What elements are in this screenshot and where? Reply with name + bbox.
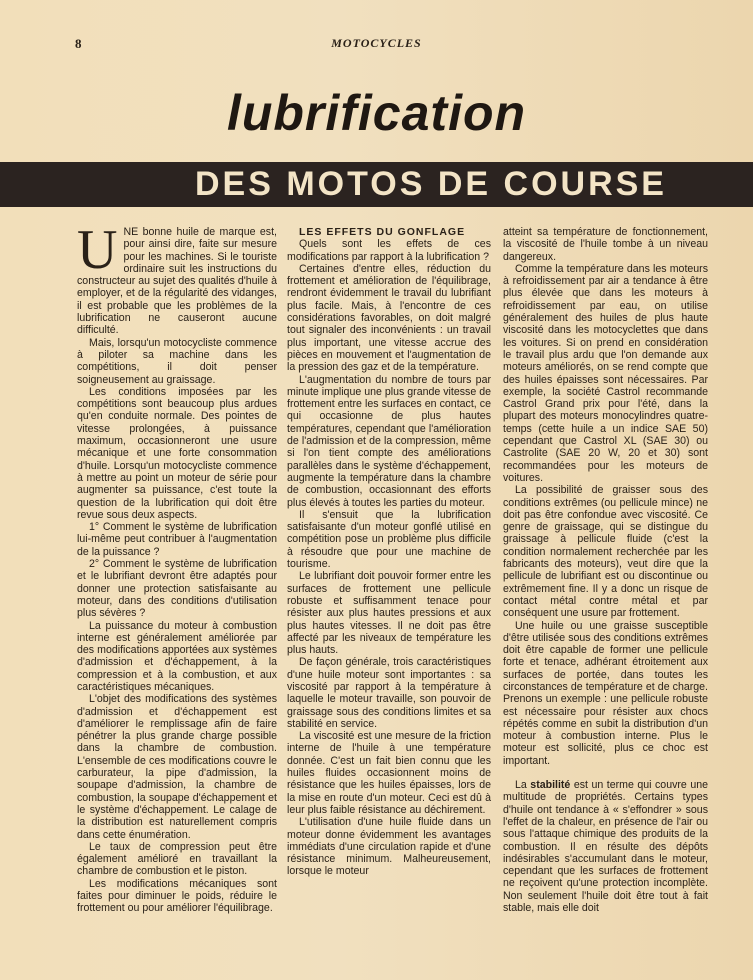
paragraph: L'augmentation du nombre de tours par minute implique une plus grande vitesse de frottement entre les surfaces en contact, ce qui occasionne de plus hautes températures, cependant que l'amélioration de l'admission et de la compression, même si l'on tient compte des améliorations parallèles dans le système d'échappement, augmente la température dans la chambre de combustion, occasionnant des efforts plus élevés à toutes les parties du moteur. <box>287 373 491 509</box>
paragraph: Comme la température dans les moteurs à refroidissement par air a tendance à être plus élevée que dans les moteurs à refroidissement par eau, on utilise généralement des huiles de plus haute viscosité dans les motocyclettes que dans les voitures. Si on prend en considération le travail plus ardu que l'on demande aux moteurs améliorés, on se rend compte que des huiles épaisses sont nécessaires. Par exemple, la société Castrol recommande Castrol Grand prix pour l'été, dans la plupart des moteurs monocylindres quatre-temps (cette huile a un indice SAE 50) cependant que Castrol XL (SAE 30) ou Castrolite (SAE 20 W, 20 et 30) sont recommandées pour les moteurs de voitures. <box>503 262 708 484</box>
page-number: 8 <box>75 36 82 51</box>
running-title: MOTOCYCLES <box>331 36 422 50</box>
paragraph: Les modifications mécaniques sont faites pour diminuer le poids, réduire le frottement ou pour améliorer l'équilibrage. <box>77 877 277 915</box>
text-run: est un terme qui couvre une multitude de propriétés. Certains types d'huile ont tendance à « s'effondrer » sous l'effet de la chaleur, en présence de l'air ou sous l'attaque chimique des produits de la combustion. Il en résulte des dépôts indésirables s'accumulant dans le moteur, cependant que les surfaces de frottement ne reçoivent qu'une protection incomplète. Non seulement l'huile doit être tout à fait stable, mais elle doit <box>503 779 708 915</box>
paragraph: L'objet des modifications des systèmes d'admission et d'échappement est d'améliorer le remplissage afin de faire pénétrer la plus grande charge possible dans la chambre de combustion. L'ensemble de ces modifications couvre le carburateur, la pipe d'admission, la soupape d'admission, la chambre de combustion, la soupape d'échappement et le système d'échappement. Le calage de la distribution est naturellement compris dans cette énumération. <box>77 693 277 841</box>
paragraph: Une huile ou une graisse susceptible d'être utilisée sous des conditions extrêmes doit être capable de former une pellicule forte et tenace, adhérant étroitement aux surfaces de portée, dans toutes les circonstances de température et de charge. Prenons un exemple : une pellicule robuste est nécessaire pour résister aux chocs répétés comme en subit la distribution d'un moteur à combustion interne. Plus le moteur est sollicité, plus ce choc est important. <box>503 619 708 767</box>
paragraph: L'utilisation d'une huile fluide dans un moteur donne évidemment les avantages immédiats d'une circulation rapide et d'une résistance minimum. Malheureusement, lorsque le moteur <box>287 816 491 878</box>
section-heading: LES EFFETS DU GONFLAGE <box>299 226 466 238</box>
paragraph: De façon générale, trois caractéristiques d'une huile moteur sont importantes : sa viscosité par rapport à la température à laquelle le moteur travaille, son pouvoir de graissage sous des conditions limites et sa stabilité en service. <box>287 656 491 730</box>
paragraph: Le taux de compression peut être également amélioré en travaillant la chambre de combustion et le piston. <box>77 840 277 878</box>
column-1 <box>77 219 277 915</box>
paragraph-gap <box>503 767 708 779</box>
paragraph: La viscosité est une mesure de la friction interne de l'huile à une température donnée. C'est un fait bien connu que les huiles fluides occasionnent moins de résistance que les huiles épaisses, lors de la mise en route d'un moteur. Ceci est dû à leur plus faible résistance au déchirement. <box>287 730 491 816</box>
article-title: lubrification <box>226 85 527 141</box>
paragraph: Quels sont les effets de ces modifications par rapport à la lubrification ? <box>287 238 491 263</box>
text-run: La <box>515 779 531 792</box>
paragraph: La puissance du moteur à combustion interne est généralement améliorée par des modifications apportées aux systèmes d'admission et d'échappement, à la compression et à la combustion, et aux caractéristiques mécaniques. <box>77 619 277 693</box>
column-3 <box>503 226 708 914</box>
paragraph: La possibilité de graisser sous des conditions extrêmes (ou pellicule mince) ne doit pas être confondue avec viscosité. Ce genre de graissage, qui se distingue du graissage à pellicule fluide (c'est la condition normalement recherchée par les fabricants des moteurs), veut dire que la pellicule de lubrifiant est ou discontinue ou extrêmement fine. Il y a donc un risque de contact métal contre métal et par conséquent une usure par frottement. <box>503 484 708 620</box>
article-subtitle: DES MOTOS DE COURSE <box>195 165 667 203</box>
paragraph: Certaines d'entre elles, réduction du frottement et amélioration de l'équilibrage, rendront évidemment le travail du lubrifiant plus facile. Mais, à l'encontre de ces considérations favorables, on doit malgré tout signaler des inconvénients : un travail plus important, une vitesse accrue des pièces en mouvement et l'augmentation de la pression des gaz et de la température. <box>287 262 491 374</box>
paragraph: NE bonne huile de marque est, pour ainsi dire, faite sur mesure pour les machines. Si le touriste ordinaire suit les instructions du constructeur au sujet des qualités d'huile à employer, et de la régularité des vidanges, il est probable que les problèmes de la lubrification ne causeront aucune difficulté. <box>77 226 277 337</box>
paragraph: 1° Comment le système de lubrification lui-même peut contribuer à l'augmentation de la puissance ? <box>77 521 277 558</box>
column-2 <box>287 226 491 878</box>
paragraph: Mais, lorsqu'un motocycliste commence à piloter sa machine dans les compétitions, il doit penser soigneusement au graissage. <box>77 336 277 386</box>
paragraph: 2° Comment le système de lubrification et le lubrifiant devront être adaptés pour donner une protection satisfaisante au moteur, dans des conditions d'utilisation plus sévères ? <box>77 558 277 620</box>
paragraph: Il s'ensuit que la lubrification satisfaisante d'un moteur gonflé utilisé en compétition pose un problème plus difficile à résoudre que pour une machine de tourisme. <box>287 508 491 571</box>
paragraph: atteint sa température de fonctionnement, la viscosité de l'huile tombe à un niveau dangereux. <box>503 226 708 263</box>
drop-cap: U <box>77 219 118 281</box>
paragraph: Les conditions imposées par les compétitions sont beaucoup plus ardues qu'en conduite normale. Des pointes de vitesse prolongées, à puissance maximum, occasionneront une usure mécanique et une forte consommation d'huile. Lorsqu'un motocycliste commence à mettre au point un moteur de série pour augmenter sa puissance, c'est toute la question de la lubrification qui doit être revue sous deux aspects. <box>77 385 277 521</box>
paragraph: Le lubrifiant doit pouvoir former entre les surfaces de frottement une pellicule robuste et suffisamment tenace pour résister aux plus hautes pressions et aux plus hautes vitesses. Il ne doit pas être affecté par les niveaux de température les plus hauts. <box>287 570 491 657</box>
keyword-bold: stabilité <box>530 779 571 792</box>
paragraph-stabilite <box>503 779 708 914</box>
